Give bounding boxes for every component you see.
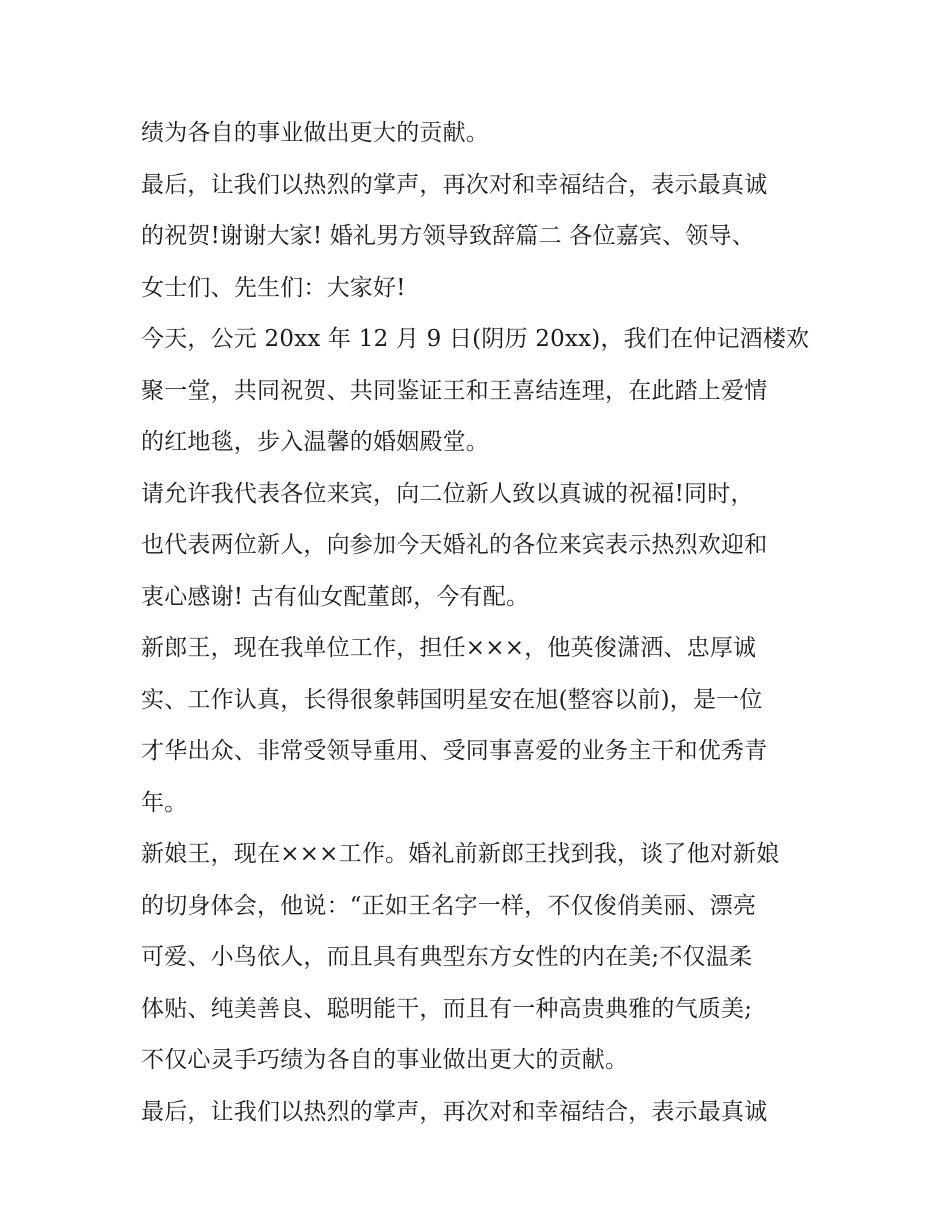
text-line: 的红地毯，步入温馨的婚姻殿堂。 — [141, 429, 489, 455]
text-line: 才华出众、非常受领导重用、受同事喜爱的业务主干和优秀青 — [141, 738, 768, 764]
text-line: 体贴、纯美善良、聪明能干，而且有一种高贵典雅的气质美; — [141, 995, 753, 1022]
text-line: 可爱、小鸟依人，而且具有典型东方女性的内在美;不仅温柔 — [141, 944, 753, 970]
text-line: 请允许我代表各位来宾，向二位新人致以真诚的祝福!同时， — [141, 480, 754, 507]
text-line: 今天，公元 20xx 年 12 月 9 日(阴历 20xx)，我们在仲记酒楼欢 — [141, 326, 810, 352]
document-body — [141, 108, 821, 1138]
text-line: 衷心感谢! 古有仙女配董郎，今有配。 — [141, 583, 530, 610]
text-line: 不仅心灵手巧绩为各自的事业做出更大的贡献。 — [141, 1047, 629, 1073]
text-line: 新郎王，现在我单位工作，担任×××，他英俊潇洒、忠厚诚 — [141, 635, 757, 661]
text-line: 女士们、先生们：大家好! — [141, 274, 406, 301]
text-line: 新娘王，现在×××工作。婚礼前新郎王找到我，谈了他对新娘 — [141, 841, 780, 867]
text-line: 最后，让我们以热烈的掌声，再次对和幸福结合，表示最真诚 — [141, 171, 768, 198]
text-line: 聚一堂，共同祝贺、共同鉴证王和王喜结连理，在此踏上爱情 — [141, 377, 768, 404]
text-line: 最后，让我们以热烈的掌声，再次对和幸福结合，表示最真诚 — [141, 1098, 768, 1125]
text-line: 的祝贺!谢谢大家! 婚礼男方领导致辞篇二 各位嘉宾、领导、 — [141, 223, 755, 249]
text-line: 年。 — [141, 789, 188, 816]
text-line: 的切身体会，他说：“正如王名字一样，不仅俊俏美丽、漂亮 — [141, 892, 757, 919]
text-line: 绩为各自的事业做出更大的贡献。 — [141, 120, 489, 146]
text-line: 实、工作认真，长得很象韩国明星安在旭(整容以前)，是一位 — [141, 686, 763, 713]
text-line: 也代表两位新人，向参加今天婚礼的各位来宾表示热烈欢迎和 — [141, 532, 768, 558]
